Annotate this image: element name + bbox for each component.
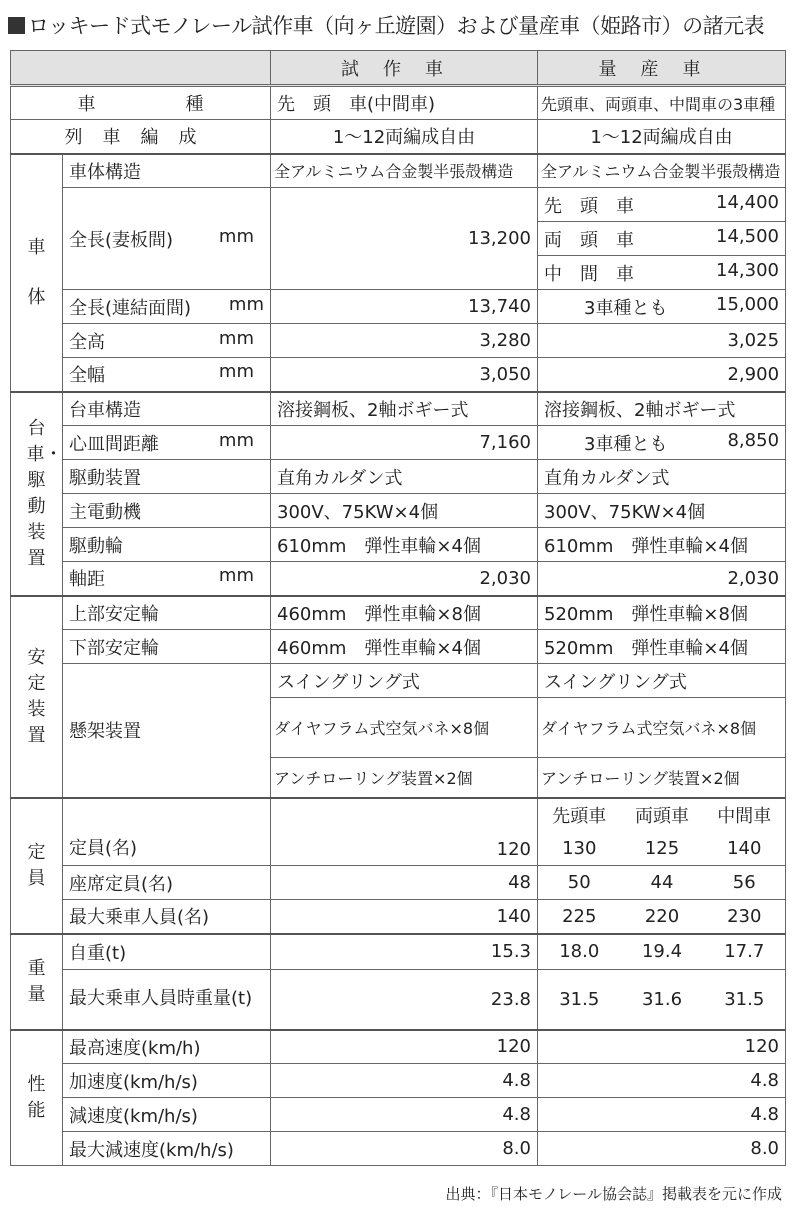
group-label-performance: [11, 1030, 63, 1166]
car-type: 中 間 車: [544, 263, 634, 285]
unit-text: mm: [218, 225, 254, 247]
group-text: 重量: [27, 957, 46, 1005]
header-blank: [11, 51, 271, 86]
group-label-bogie: [11, 392, 63, 596]
label-text: 全幅: [69, 365, 105, 387]
proto-value: 先 頭 車(中間車): [271, 86, 538, 120]
mass-value: [538, 256, 786, 290]
proto-value: 610mm 弾性車輪×4個: [271, 528, 538, 562]
mass-value: [538, 426, 786, 460]
source-note: 出典：『日本モノレール協会誌』掲載表を元に作成: [445, 1185, 782, 1203]
row-label: 自重(t): [63, 934, 271, 970]
mass-value: 220: [621, 900, 704, 934]
car-type: 先 頭 車: [544, 195, 634, 217]
proto-value: 120: [271, 1030, 538, 1064]
mass-value: 31.6: [621, 970, 704, 1030]
row-label: [63, 290, 271, 324]
mass-value: 520mm 弾性車輪×4個: [538, 630, 786, 664]
row-label: 主電動機: [63, 494, 271, 528]
row-label: 最大乗車人員時重量(t): [63, 970, 271, 1030]
header-row: [11, 51, 786, 86]
row-label: 下部安定輪: [63, 630, 271, 664]
row-label: 定員(名): [63, 798, 271, 866]
proto-value: 溶接鋼板、2軸ボギー式: [271, 392, 538, 426]
subheader: 中間車: [704, 798, 786, 832]
mass-value: 300V、75KW×4個: [538, 494, 786, 528]
table-row: [11, 1030, 786, 1064]
label-text: 軸距: [69, 569, 105, 591]
table-row: [11, 664, 786, 698]
table-row: [11, 494, 786, 528]
mass-value: 直角カルダン式: [538, 460, 786, 494]
table-row: [11, 900, 786, 934]
mass-value: 130: [538, 832, 621, 866]
row-label: 最高速度(km/h): [63, 1030, 271, 1064]
row-label: 上部安定輪: [63, 596, 271, 630]
unit-text: mm: [218, 327, 254, 349]
mass-value: 1～12両編成自由: [538, 120, 786, 154]
table-row: [11, 392, 786, 426]
header-proto: 試作車: [271, 51, 538, 86]
table-row: [11, 154, 786, 188]
unit-text: mm: [218, 565, 254, 587]
car-type: 両 頭 車: [544, 229, 634, 251]
label-text: 全高: [69, 331, 105, 353]
proto-value: 3,050: [271, 358, 538, 392]
mass-value: スイングリング式: [538, 664, 786, 698]
value: 14,300: [716, 259, 780, 281]
mass-value: 3,025: [538, 324, 786, 358]
proto-value: 13,200: [271, 188, 538, 290]
proto-value: 3,280: [271, 324, 538, 358]
mass-value: [538, 290, 786, 324]
group-label-weight: [11, 934, 63, 1030]
row-label: 減速度(km/h/s): [63, 1098, 271, 1132]
row-label: 駆動輪: [63, 528, 271, 562]
row-label: 車 種: [11, 86, 271, 120]
proto-value: 460mm 弾性車輪×4個: [271, 630, 538, 664]
spec-table: [10, 50, 786, 1166]
group-label-body: [11, 154, 82, 392]
table-row: [11, 630, 786, 664]
table-row: [11, 1098, 786, 1132]
subheader: 先頭車: [538, 798, 621, 832]
row-label: 列車編成: [11, 120, 271, 154]
table-row: [11, 970, 786, 1030]
table-row: [11, 188, 786, 222]
mass-value: 140: [704, 832, 786, 866]
mass-value: ダイヤフラム式空気バネ×8個: [538, 698, 786, 758]
proto-value: 140: [271, 900, 538, 934]
table-row: [11, 1132, 786, 1166]
proto-value: 4.8: [271, 1064, 538, 1098]
mass-value: 17.7: [704, 934, 786, 970]
proto-value: 4.8: [271, 1098, 538, 1132]
label-text: 全長(妻板間): [69, 229, 174, 251]
mass-value: [538, 222, 786, 256]
row-label: 最大乗車人員(名): [63, 900, 271, 934]
mass-value: 4.8: [538, 1064, 786, 1098]
row-label: [63, 562, 271, 596]
proto-value: 直角カルダン式: [271, 460, 538, 494]
proto-value: ダイヤフラム式空気バネ×8個: [271, 698, 538, 758]
mass-value: 19.4: [621, 934, 704, 970]
proto-value: 13,740: [271, 290, 538, 324]
table-row: [11, 1064, 786, 1098]
row-label: 駆動装置: [63, 460, 271, 494]
proto-value: 460mm 弾性車輪×8個: [271, 596, 538, 630]
proto-value: 15.3: [271, 934, 538, 970]
value: 14,400: [716, 191, 780, 213]
proto-value: 2,030: [271, 562, 538, 596]
note: 3車種とも: [584, 433, 668, 455]
mass-value: 44: [621, 866, 704, 900]
mass-value: [538, 188, 786, 222]
mass-value: 18.0: [538, 934, 621, 970]
mass-value: 全アルミニウム合金製半張殻構造: [538, 154, 786, 188]
mass-value: 先頭車、両頭車、中間車の3車種: [538, 86, 786, 120]
mass-value: アンチローリング装置×2個: [538, 758, 786, 798]
mass-value: 520mm 弾性車輪×8個: [538, 596, 786, 630]
table-row: [11, 528, 786, 562]
unit-text: mm: [228, 293, 264, 315]
title-text: ロッキード式モノレール試作車（向ヶ丘遊園）および量産車（姫路市）の諸元表: [28, 14, 765, 38]
table-row: [11, 120, 786, 154]
proto-value: 7,160: [271, 426, 538, 460]
square-bullet-icon: [8, 17, 25, 34]
mass-value: 610mm 弾性車輪×4個: [538, 528, 786, 562]
table-title: [8, 10, 764, 40]
mass-value: 2,030: [538, 562, 786, 596]
table-row: [11, 934, 786, 970]
group-text: 性能: [27, 1073, 46, 1121]
row-label: 座席定員(名): [63, 866, 271, 900]
mass-value: 31.5: [538, 970, 621, 1030]
unit-text: mm: [218, 429, 254, 451]
table-row: [11, 562, 786, 596]
mass-value: 125: [621, 832, 704, 866]
mass-value: 225: [538, 900, 621, 934]
proto-value: スイングリング式: [271, 664, 538, 698]
group-label-stability: [11, 596, 63, 798]
label-text: 心皿間距離: [69, 433, 159, 455]
row-label: [63, 324, 271, 358]
proto-value: 1～12両編成自由: [271, 120, 538, 154]
table-row: [11, 596, 786, 630]
row-label: 加速度(km/h/s): [63, 1064, 271, 1098]
row-label: [63, 358, 271, 392]
row-label: 最大減速度(km/h/s): [63, 1132, 271, 1166]
table-row: [11, 290, 786, 324]
value: 8,850: [727, 429, 780, 451]
header-mass: 量産車: [538, 51, 786, 86]
group-label-capacity: [11, 798, 63, 934]
mass-value: 4.8: [538, 1098, 786, 1132]
group-text: 安定装置: [27, 646, 46, 746]
group-text: 車 体: [27, 236, 82, 308]
mass-value: 56: [704, 866, 786, 900]
table-row: [11, 86, 786, 120]
row-label: [63, 188, 271, 290]
table-row: [11, 358, 786, 392]
table-row: [11, 460, 786, 494]
proto-value: 300V、75KW×4個: [271, 494, 538, 528]
group-text: 定員: [27, 841, 46, 889]
mass-value: 8.0: [538, 1132, 786, 1166]
table-row: [11, 798, 786, 832]
row-label: 台車構造: [63, 392, 271, 426]
row-label: [63, 426, 271, 460]
proto-value: 48: [271, 866, 538, 900]
note: 3車種とも: [584, 297, 668, 319]
label-text: 全長(連結面間): [69, 297, 192, 319]
row-label: 車体構造: [63, 154, 271, 188]
subheader: 両頭車: [621, 798, 704, 832]
mass-value: 31.5: [704, 970, 786, 1030]
mass-value: 50: [538, 866, 621, 900]
row-label: 懸架装置: [63, 664, 271, 798]
table-row: [11, 324, 786, 358]
value: 14,500: [716, 225, 780, 247]
group-text: 台車・駆動装置: [26, 417, 63, 569]
proto-value: 23.8: [271, 970, 538, 1030]
table-row: [11, 426, 786, 460]
unit-text: mm: [218, 361, 254, 383]
mass-value: 230: [704, 900, 786, 934]
table-row: [11, 866, 786, 900]
proto-value: 120: [271, 798, 538, 866]
mass-value: 溶接鋼板、2軸ボギー式: [538, 392, 786, 426]
proto-value: 8.0: [271, 1132, 538, 1166]
value: 15,000: [716, 293, 780, 315]
mass-value: 2,900: [538, 358, 786, 392]
mass-value: 120: [538, 1030, 786, 1064]
proto-value: 全アルミニウム合金製半張殻構造: [271, 154, 538, 188]
proto-value: アンチローリング装置×2個: [271, 758, 538, 798]
